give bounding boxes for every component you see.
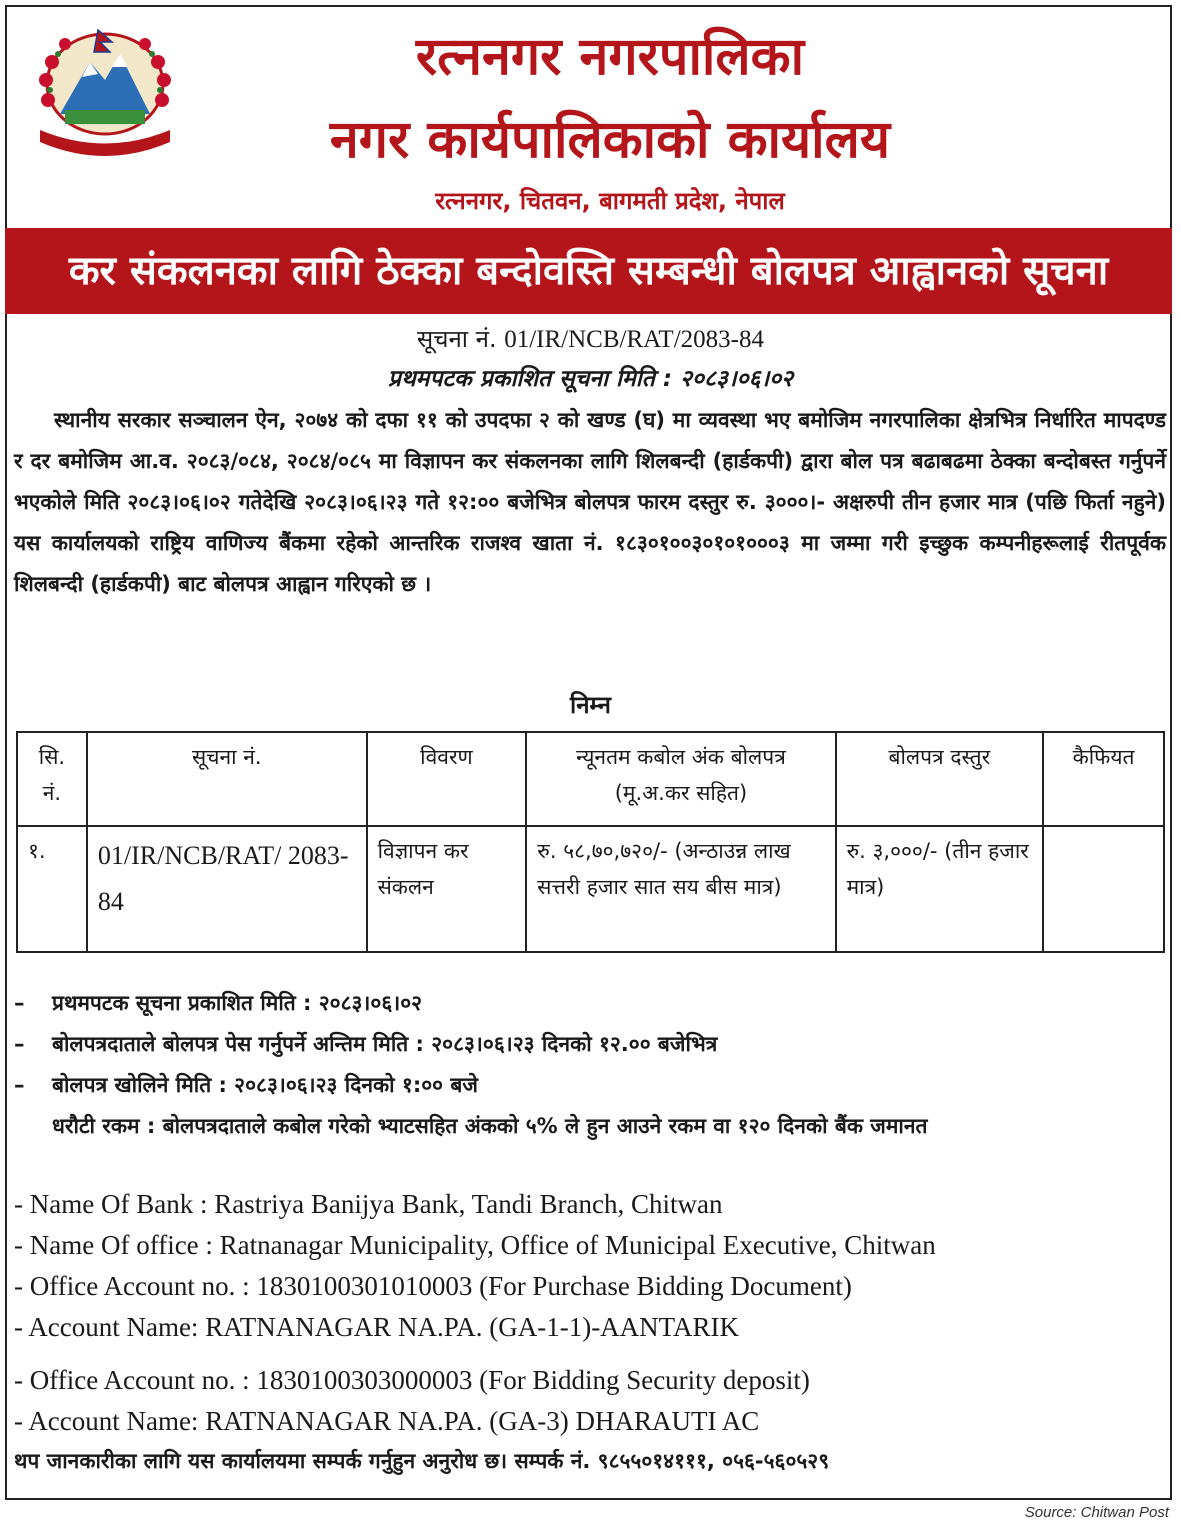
notice-number-label: सूचना नं. [417,325,497,353]
office-name-line: - Name Of office : Ratnanagar Municipality, Office of Municipal Executive, Chitwan [14,1230,936,1260]
table-header-row [17,732,1164,826]
bid-details-table [16,731,1165,953]
deposit-account-name-line: - Account Name: RATNANAGAR NA.PA. (GA-3) DHARAUTI AC [14,1406,760,1436]
deposit-account-line: - Office Account no. : 1830100303000003 (For Bidding Security deposit) [14,1365,810,1395]
source-credit: Source: Chitwan Post [1024,1504,1169,1521]
cell-description: विज्ञापन कर संकलन [367,826,527,952]
cell-sn: १. [17,826,87,952]
purchase-account-name-line: - Account Name: RATNANAGAR NA.PA. (GA-1-1)-AANTARIK [14,1312,740,1342]
col-header-notice-no: सूचना नं. [87,732,367,826]
list-item: धरौटी रकम : बोलपत्रदाताले कबोल गरेको भ्याटसहित अंकको ५% ले हुन आउने रकम वा १२० दिनको बैंक जमानत [52,1114,928,1138]
col-header-sn: सि. नं. [17,732,87,826]
col-header-min-bid: न्यूनतम कबोल अंक बोलपत्र (मू.अ.कर सहित) [526,732,835,826]
key-dates-list [14,983,1174,1147]
cell-min-bid: रु. ५८,७०,७२०/- (अन्ठाउन्न लाख सत्तरी हजार सात सय बीस मात्र) [526,826,835,952]
nepal-government-emblem-icon [20,22,190,162]
col-header-fee: बोलपत्र दस्तुर [836,732,1044,826]
table-caption: निम्न [570,691,611,719]
notice-title-banner [5,228,1172,314]
cell-notice-no: 01/IR/NCB/RAT/ 2083-84 [87,826,367,952]
col-header-description: विवरण [367,732,527,826]
first-publish-date: प्रथमपटक प्रकाशित सूचना मिति : २०८३।०६।०२ [387,366,794,392]
cell-remarks [1043,826,1164,952]
office-address: रत्ननगर, चितवन, बागमती प्रदेश, नेपाल [435,187,785,215]
list-item: – प्रथमपटक सूचना प्रकाशित मिति : २०८३।०६।०२ [14,991,423,1015]
table-row [17,826,1164,952]
col-header-remarks: कैफियत [1043,732,1164,826]
notice-title: कर संकलनका लागि ठेक्का बन्दोवस्ति सम्बन्धी बोलपत्र आह्वानको सूचना [68,248,1109,294]
municipality-name: रत्ननगर नगरपालिका [415,27,805,87]
bank-name-line: - Name Of Bank : Rastriya Banijya Bank, Tandi Branch, Chitwan [14,1189,723,1219]
purchase-account-line: - Office Account no. : 1830100301010003 (For Purchase Bidding Document) [14,1271,852,1301]
list-item: – बोलपत्रदाताले बोलपत्र पेस गर्नुपर्ने अन्तिम मिति : २०८३।०६।२३ दिनको १२.०० बजेभित्र [14,1032,718,1056]
cell-fee: रु. ३,०००/- (तीन हजार मात्र) [836,826,1044,952]
notice-number-line [0,322,1181,357]
contact-footer: थप जानकारीका लागि यस कार्यालयमा सम्पर्क गर्नुहुन अनुरोध छ। सम्पर्क नं. ९८५५०१४१११, ०५६-५६०५२९ [14,1449,830,1473]
notice-body-paragraph: स्थानीय सरकार सञ्चालन ऐन, २०७४ को दफा ११ को उपदफा २ को खण्ड (घ) मा व्यवस्था भए बमोजिम नगरपालिका क्षेत्रभित्र निर्धारित मापदण्ड र दर बमोजिम आ.व. २०८३/०८४, २०८४/०८५ मा विज्ञापन कर संकलनका लागि शिलबन्दी (हार्डकपी) द्वारा बोल पत्र बढाबढमा ठेक्का बन्दोबस्त गर्नुपर्ने भएकोले मिति २०८३।०६।०२ गतेदेखि २०८३।०६।२३ गते १२:०० बजेभित्र बोलपत्र फारम दस्तुर रु. ३०००।- अक्षरुपी तीन हजार मात्र (पछि फिर्ता नहुने) यस कार्यालयको राष्ट्रिय वाणिज्य बैंकमा रहेको आन्तरिक राजश्व खाता नं. १८३०१००३०१०१०००३ मा जम्मा गरी इच्छुक कम्पनीहरूलाई रीतपूर्वक शिलबन्दी (हार्डकपी) बाट बोलपत्र आह्वान गरिएको छ । [14,408,1166,596]
notice-number: 01/IR/NCB/RAT/2083-84 [504,326,764,353]
list-item: – बोलपत्र खोलिने मिति : २०८३।०६।२३ दिनको १:०० बजे [14,1073,478,1097]
office-name: नगर कार्यपालिकाको कार्यालय [329,110,891,170]
